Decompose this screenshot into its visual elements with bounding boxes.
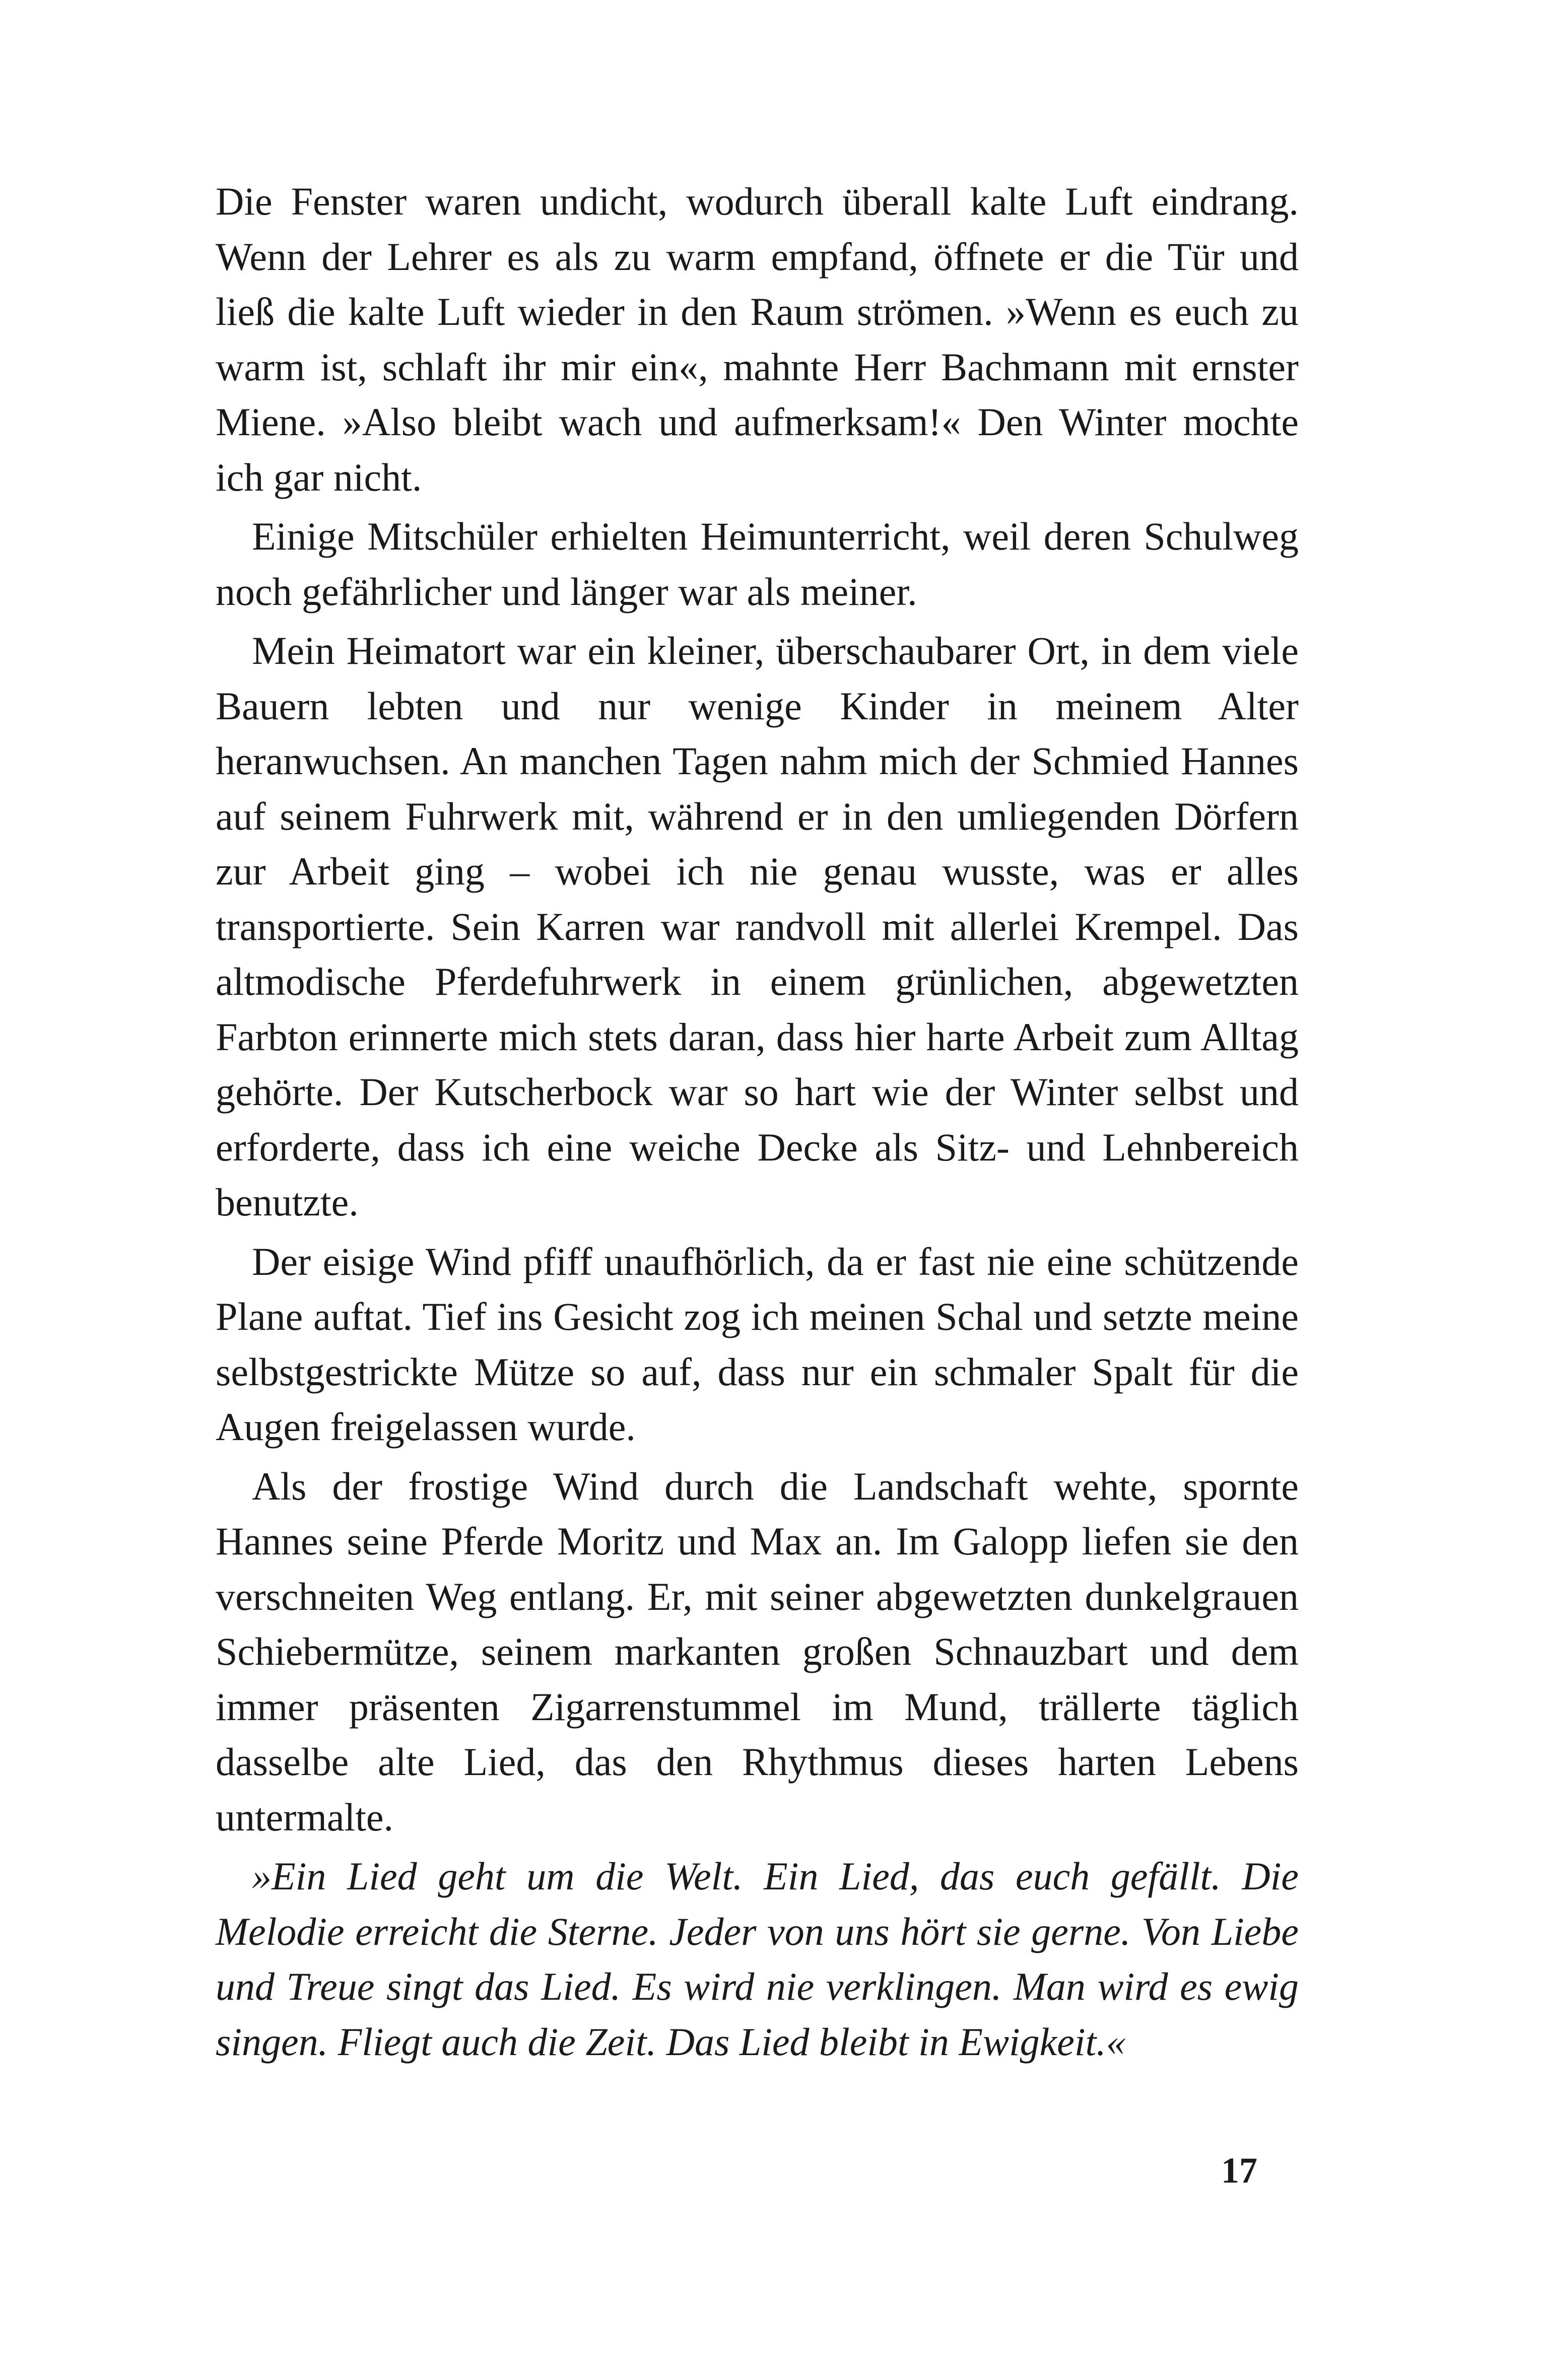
paragraph-windows: Die Fenster waren undicht, wodurch überall kalte Luft eindrang. Wenn der Lehrer es als zu warm empfand, öffnete er die Tür und ließ die kalte Luft wieder in den Raum strömen. »Wenn es euch zu warm ist, schlaft ihr mir ein«, mahnte Herr Bachmann mit ernster Miene. »Also bleibt wach und aufmerksam!« Den Winter mochte ich gar nicht. — [216, 179, 1299, 499]
paragraph-icy-wind: Der eisige Wind pfiff unaufhörlich, da er fast nie eine schützende Plane auftat. Tief ins Gesicht zog ich meinen Schal und setzte meine selbstgestrickte Mütze so auf, dass nur ein schmaler Spalt für die Augen freigelassen wurde. — [216, 1239, 1299, 1449]
paragraph-horses: Als der frostige Wind durch die Landschaft wehte, spornte Hannes seine Pferde Moritz und Max an. Im Galopp liefen sie den verschneiten Weg entlang. Er, mit seiner abgewetzten dunkelgrauen Schiebermütze, seinem markanten großen Schnauzbart und dem immer präsenten Zigarrenstummel im Mund, trällerte täglich dasselbe alte Lied, das den Rhythmus dieses harten Lebens untermalte. — [216, 1464, 1299, 1839]
paragraph-hometown: Mein Heimatort war ein kleiner, überschaubarer Ort, in dem viele Bauern lebten und nur wenige Kinder in meinem Alter heranwuchsen. An manchen Tagen nahm mich der Schmied Hannes auf seinem Fuhrwerk mit, während er in den umliegenden Dörfern zur Arbeit ging – wobei ich nie genau wusste, was er alles transportierte. Sein Karren war randvoll mit allerlei Krempel. Das altmodische Pferdefuhrwerk in einem grünlichen, abgewetzten Farbton erinnerte mich stets daran, dass hier harte Arbeit zum Alltag gehörte. Der Kutscherbock war so hart wie der Winter selbst und erforderte, dass ich eine weiche Decke als Sitz- und Lehnbereich benutzte. — [216, 629, 1299, 1224]
body-text — [216, 174, 1299, 2069]
page-number: 17 — [1221, 2150, 1257, 2191]
song-quote: »Ein Lied geht um die Welt. Ein Lied, das euch gefällt. Die Melodie erreicht die Sterne. Jeder von uns hört sie gerne. Von Liebe und Treue singt das Lied. Es wird nie verklingen. Man wird es ewig singen. Fliegt auch die Zeit. Das Lied bleibt in Ewigkeit.« — [216, 1854, 1299, 2064]
paragraph-classmates: Einige Mitschüler erhielten Heimunterricht, weil deren Schulweg noch gefährlicher und länger war als meiner. — [216, 514, 1299, 614]
